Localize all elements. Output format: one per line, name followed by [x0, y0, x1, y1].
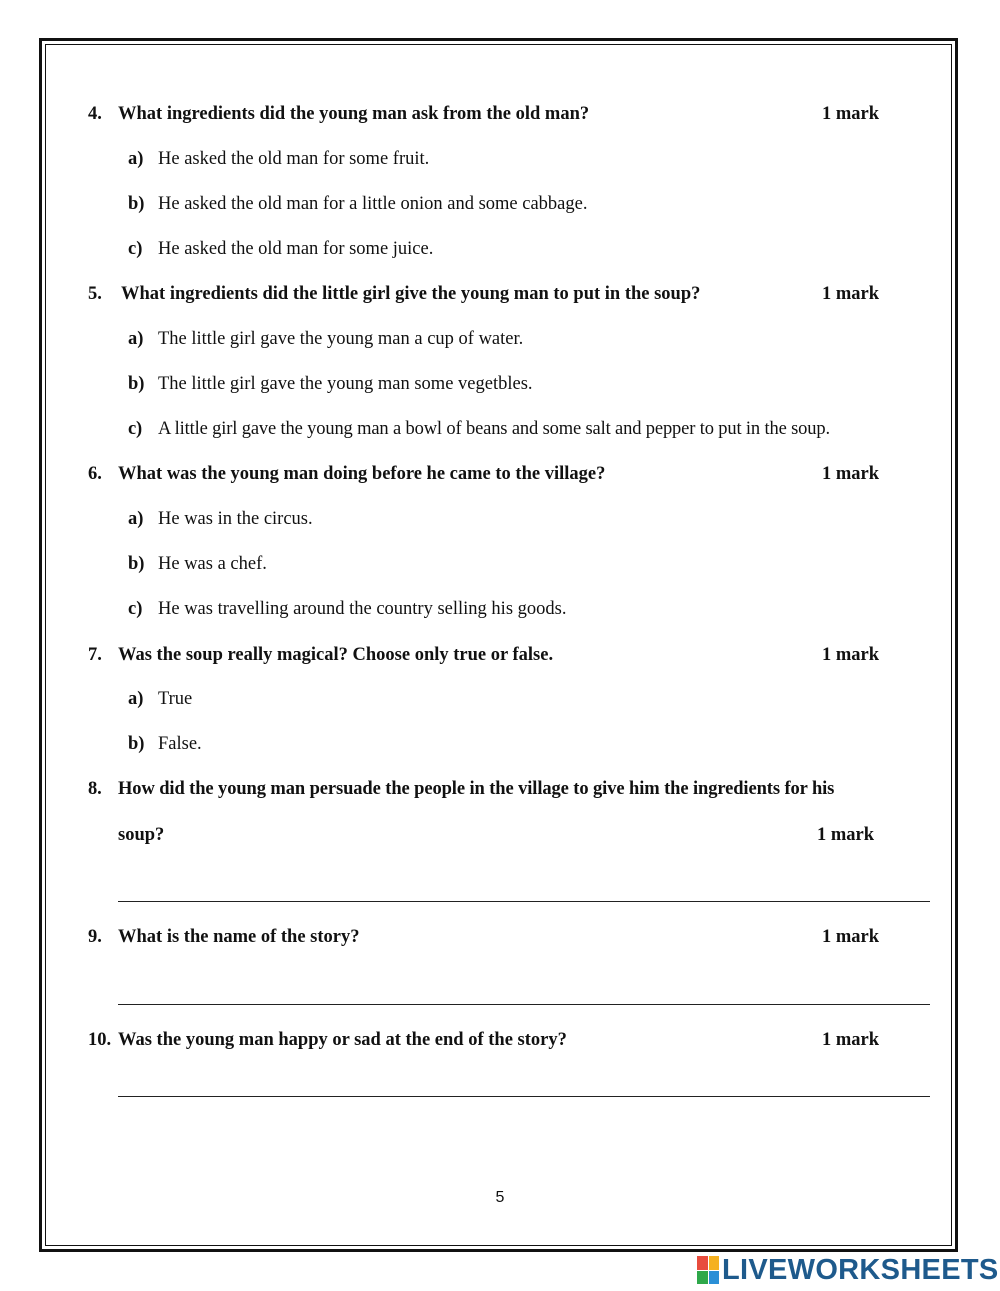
question-7-option-a[interactable] — [128, 689, 192, 710]
question-9-answer-line[interactable] — [118, 1004, 930, 1005]
option-text: He was a chef. — [158, 554, 267, 574]
question-number: 5. — [88, 284, 102, 304]
option-letter: c) — [128, 419, 143, 439]
question-number: 8. — [88, 779, 102, 799]
question-9-mark: 1 mark — [822, 927, 880, 947]
question-8-answer-line[interactable] — [118, 901, 930, 902]
question-number: 10. — [88, 1030, 112, 1050]
question-8 — [88, 779, 834, 800]
question-5-option-c[interactable] — [128, 419, 830, 440]
question-4-option-c[interactable] — [128, 239, 433, 260]
question-6 — [88, 464, 605, 485]
question-5-option-a[interactable] — [128, 329, 523, 350]
brand-name: LIVEWORKSHEETS — [722, 1253, 999, 1286]
question-text: What ingredients did the little girl give the young man to put in the soup? — [121, 284, 701, 304]
question-6-option-b[interactable] — [128, 554, 267, 575]
question-7 — [88, 645, 553, 666]
option-letter: a) — [128, 509, 144, 529]
question-4 — [88, 104, 589, 125]
liveworksheets-logo-icon — [697, 1256, 719, 1284]
option-text: True — [158, 689, 193, 709]
question-text: Was the young man happy or sad at the end of the story? — [118, 1030, 567, 1050]
option-text: The little girl gave the young man a cup of water. — [158, 329, 524, 349]
option-letter: a) — [128, 689, 144, 709]
question-10-mark: 1 mark — [822, 1030, 880, 1050]
question-5 — [88, 284, 700, 305]
option-letter: b) — [128, 734, 145, 754]
question-text: What is the name of the story? — [118, 927, 360, 947]
liveworksheets-brand[interactable] — [697, 1255, 999, 1285]
question-6-option-c[interactable] — [128, 599, 566, 620]
option-letter: b) — [128, 374, 145, 394]
question-7-mark: 1 mark — [822, 645, 880, 665]
option-letter: b) — [128, 194, 145, 214]
question-text: How did the young man persuade the people in the village to give him the ingredients for his — [118, 779, 835, 799]
question-number: 4. — [88, 104, 102, 124]
option-text: The little girl gave the young man some vegetbles. — [158, 374, 533, 394]
question-text: Was the soup really magical? Choose only true or false. — [118, 645, 554, 665]
question-4-option-a[interactable] — [128, 149, 429, 170]
option-text: He asked the old man for some juice. — [158, 239, 434, 259]
question-number: 9. — [88, 927, 102, 947]
question-6-mark: 1 mark — [822, 464, 880, 484]
option-text: False. — [158, 734, 202, 754]
option-text: He was travelling around the country selling his goods. — [158, 599, 567, 619]
question-4-option-b[interactable] — [128, 194, 587, 215]
option-letter: c) — [128, 239, 143, 259]
option-letter: a) — [128, 149, 144, 169]
option-letter: b) — [128, 554, 145, 574]
option-text: He asked the old man for some fruit. — [158, 149, 430, 169]
option-letter: a) — [128, 329, 144, 349]
question-4-mark: 1 mark — [822, 104, 880, 124]
option-letter: c) — [128, 599, 143, 619]
question-10 — [88, 1030, 567, 1051]
question-5-option-b[interactable] — [128, 374, 533, 395]
question-text: What ingredients did the young man ask from the old man? — [118, 104, 590, 124]
question-5-mark: 1 mark — [822, 284, 880, 304]
question-6-option-a[interactable] — [128, 509, 313, 530]
question-10-answer-line[interactable] — [118, 1096, 930, 1097]
question-number: 7. — [88, 645, 102, 665]
question-8-mark: 1 mark — [817, 825, 875, 845]
question-9 — [88, 927, 360, 948]
question-number: 6. — [88, 464, 102, 484]
page-number: 5 — [495, 1189, 505, 1206]
option-text: He was in the circus. — [158, 509, 313, 529]
question-text: What was the young man doing before he came to the village? — [118, 464, 606, 484]
option-text: A little girl gave the young man a bowl of beans and some salt and pepper to put in the soup. — [158, 419, 830, 439]
question-7-option-b[interactable] — [128, 734, 202, 755]
option-text: He asked the old man for a little onion and some cabbage. — [158, 194, 588, 214]
question-8-line2: soup? — [118, 825, 165, 845]
